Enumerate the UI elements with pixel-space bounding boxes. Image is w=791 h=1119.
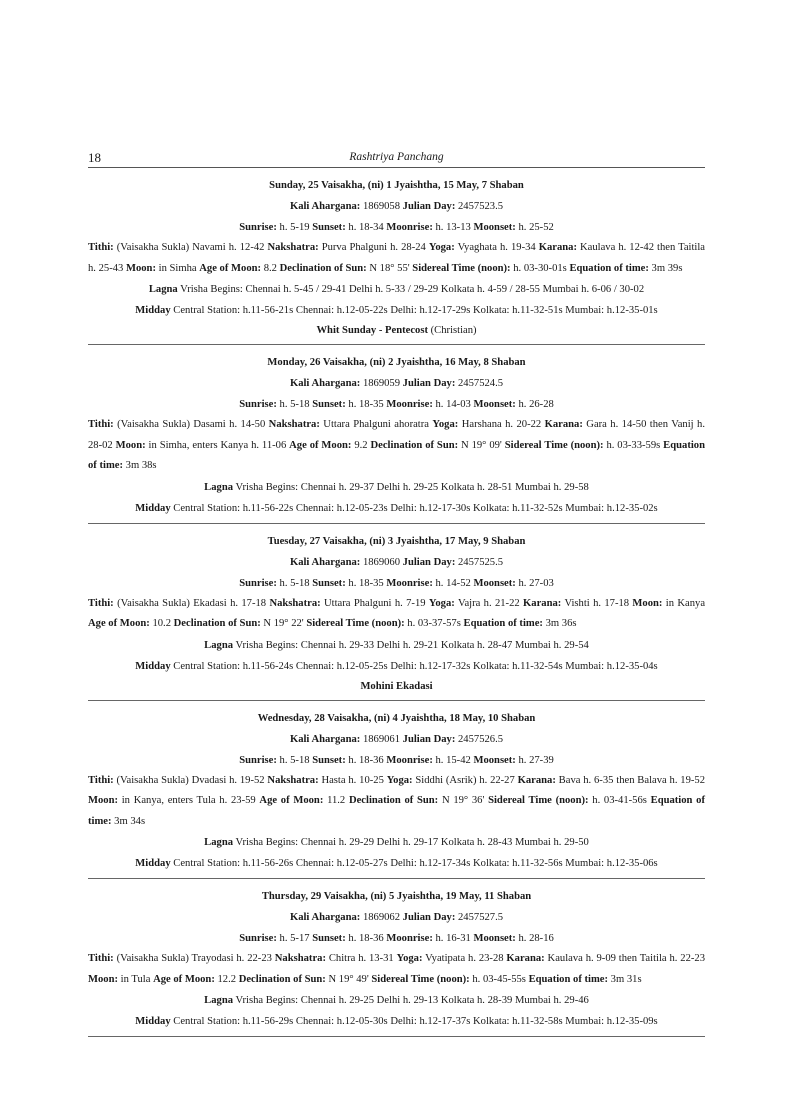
midday-value: Central Station: h.11-56-26s Chennai: h.12-05-27s Delhi: h.12-17-34s Kolkata: h.11-32-56s Mumbai: h.12-35-06s (170, 858, 658, 869)
midday-line (88, 498, 705, 519)
tithi-paragraph (88, 949, 705, 990)
yoga-label: Yoga: (432, 419, 459, 430)
rise-set-line (88, 928, 705, 949)
yoga-value: Harshana h. 20-22 (458, 419, 545, 430)
declination-label: Declination of Sun: (348, 795, 439, 806)
sunrise-label: Sunrise: (239, 933, 277, 944)
day-heading-text: Tuesday, 27 Vaisakha, (ni) 3 Jyaishtha, 17 May, 9 Shaban (267, 535, 526, 547)
julian-day-value: 2457523.5 (455, 201, 504, 212)
moonset-label: Moonset: (473, 222, 516, 233)
tithi-paragraph (88, 594, 705, 635)
moon-label: Moon: (632, 597, 663, 609)
equation-of-time-label: Equation of time: (88, 439, 705, 471)
lagna-label: Lagna (148, 284, 178, 295)
kali-ahargana-value: 1869062 (360, 912, 403, 923)
running-title: Rashtriya Panchang (349, 151, 444, 163)
rise-set-line (88, 750, 705, 771)
sunset-value: h. 18-35 (345, 399, 387, 410)
age-of-moon-label: Age of Moon: (199, 262, 262, 274)
day-heading-text: Sunday, 25 Vaisakha, (ni) 1 Jyaishtha, 15 May, 7 Shaban (269, 180, 524, 191)
moonset-label: Moonset: (473, 577, 516, 589)
moonrise-value: h. 14-52 (432, 577, 474, 589)
age-of-moon-value: 12.2 (214, 973, 239, 985)
karana-label: Karana: (517, 774, 556, 786)
yoga-value: Vyaghata h. 19-34 (454, 242, 539, 253)
day-heading (88, 175, 705, 196)
age-of-moon-label: Age of Moon: (289, 439, 352, 451)
midday-value: Central Station: h.11-56-21s Chennai: h.12-05-22s Delhi: h.12-17-29s Kolkata: h.11-32-51s Mumbai: h.12-35-01s (170, 305, 658, 316)
lagna-line (88, 832, 705, 853)
julian-day-label: Julian Day: (402, 733, 456, 745)
midday-label: Midday (135, 660, 171, 672)
kali-ahargana-label: Kali Ahargana: (289, 378, 361, 389)
tithi-paragraph (88, 415, 705, 477)
declination-value: N 19° 22' (260, 618, 307, 629)
midday-line (88, 853, 705, 874)
yoga-label: Yoga: (428, 597, 455, 609)
moonrise-value: h. 16-31 (432, 933, 474, 944)
festival-line (88, 322, 705, 340)
age-of-moon-value: 9.2 (351, 439, 371, 451)
moonset-label: Moonset: (473, 399, 516, 410)
moon-label: Moon: (88, 973, 119, 985)
kali-ahargana-label: Kali Ahargana: (289, 912, 361, 923)
age-of-moon-value: 8.2 (261, 262, 280, 274)
festival-line (88, 678, 705, 696)
sidereal-time-label: Sidereal Time (noon): (412, 262, 511, 274)
midday-line (88, 656, 705, 677)
declination-value: N 18° 55' (366, 262, 413, 274)
day-heading (88, 352, 705, 373)
declination-label: Declination of Sun: (238, 973, 326, 985)
nakshatra-value: Hasta h. 10-25 (318, 774, 387, 786)
sidereal-time-value: h. 03-45-55s (469, 973, 529, 985)
midday-line (88, 300, 705, 321)
nakshatra-value: Uttara Phalguni ahoratra (319, 419, 433, 430)
moonrise-label: Moonrise: (386, 933, 433, 944)
tithi-paragraph (88, 238, 705, 279)
karana-value: Gara h. 14-50 then Vanij h. 28-02 (88, 419, 705, 451)
sunrise-value: h. 5-18 (276, 577, 313, 589)
sunset-label: Sunset: (312, 577, 346, 589)
sunset-label: Sunset: (312, 933, 346, 944)
festival-name: Whit Sunday - Pentecost (316, 325, 428, 336)
day-entry (88, 701, 705, 880)
equation-of-time-value: 3m 39s (648, 262, 683, 274)
sunrise-value: h. 5-18 (276, 399, 313, 410)
moonrise-value: h. 14-03 (432, 399, 474, 410)
sunset-label: Sunset: (312, 754, 346, 766)
yoga-value: Siddhi (Asrik) h. 22-27 (412, 774, 518, 786)
declination-label: Declination of Sun: (370, 439, 459, 451)
kali-ahargana-label: Kali Ahargana: (289, 201, 361, 212)
rise-set-line (88, 217, 705, 238)
declination-value: N 19° 09' (458, 439, 505, 451)
moonrise-value: h. 15-42 (432, 754, 474, 766)
tithi-paragraph (88, 771, 705, 833)
festival-name: Mohini Ekadasi (360, 680, 433, 692)
julian-day-value: 2457527.5 (455, 912, 504, 923)
age-of-moon-label: Age of Moon: (153, 973, 215, 985)
yoga-value: Vajra h. 21-22 (454, 597, 524, 609)
midday-value: Central Station: h.11-56-24s Chennai: h.12-05-25s Delhi: h.12-17-32s Kolkata: h.11-32-54s Mumbai: h.12-35-04s (170, 660, 658, 672)
moon-value: in Kanya, enters Tula h. 23-59 (118, 795, 260, 806)
julian-day-value: 2457526.5 (455, 733, 504, 745)
lagna-value: Vrisha Begins: Chennai h. 29-29 Delhi h. 29-17 Kolkata h. 28-43 Mumbai h. 29-50 (233, 837, 589, 848)
nakshatra-label: Nakshatra: (269, 597, 321, 609)
lagna-line (88, 477, 705, 498)
midday-value: Central Station: h.11-56-29s Chennai: h.12-05-30s Delhi: h.12-17-37s Kolkata: h.11-32-58s Mumbai: h.12-35-09s (170, 1016, 658, 1027)
equation-of-time-value: 3m 31s (608, 973, 642, 985)
ahargana-line (88, 552, 705, 573)
sunrise-value: h. 5-17 (276, 933, 313, 944)
declination-value: N 19° 49' (325, 973, 372, 985)
equation-of-time-label: Equation of time: (528, 973, 609, 985)
yoga-value: Vyatipata h. 23-28 (422, 953, 507, 964)
sunrise-label: Sunrise: (239, 222, 277, 233)
equation-of-time-value: 3m 36s (542, 618, 577, 629)
equation-of-time-value: 3m 38s (123, 460, 157, 471)
tithi-label: Tithi: (88, 597, 114, 609)
karana-value: Kaulava h. 12-42 then Taitila h. 25-43 (88, 242, 705, 274)
day-entries (88, 167, 705, 1037)
sidereal-time-value: h. 03-33-59s (603, 439, 664, 451)
equation-of-time-label: Equation of time: (463, 618, 543, 629)
sidereal-time-value: h. 03-41-56s (588, 795, 651, 806)
age-of-moon-label: Age of Moon: (259, 795, 324, 806)
julian-day-value: 2457524.5 (455, 378, 504, 389)
sunrise-value: h. 5-19 (276, 222, 313, 233)
tithi-value: (Vaisakha Sukla) Ekadasi h. 17-18 (113, 597, 270, 609)
day-heading (88, 886, 705, 907)
karana-value: Kaulava h. 9-09 then Taitila h. 22-23 (544, 953, 705, 964)
day-entry (88, 168, 705, 345)
moonrise-label: Moonrise: (386, 577, 433, 589)
julian-day-value: 2457525.5 (455, 556, 504, 568)
sunrise-label: Sunrise: (239, 754, 277, 766)
sidereal-time-label: Sidereal Time (noon): (488, 795, 589, 806)
julian-day-label: Julian Day: (402, 556, 456, 568)
lagna-value: Vrisha Begins: Chennai h. 5-45 / 29-41 Delhi h. 5-33 / 29-29 Kolkata h. 4-59 / 28-55 Mumbai h. 6-06 / 30-02 (177, 284, 645, 295)
lagna-line (88, 635, 705, 656)
midday-label: Midday (135, 858, 171, 869)
moonset-value: h. 27-39 (515, 754, 554, 766)
moonrise-label: Moonrise: (386, 754, 433, 766)
tithi-value: (Vaisakha Sukla) Dvadasi h. 19-52 (113, 774, 268, 786)
day-heading (88, 531, 705, 552)
lagna-line (88, 990, 705, 1011)
yoga-label: Yoga: (386, 774, 413, 786)
yoga-label: Yoga: (428, 242, 455, 253)
karana-label: Karana: (544, 419, 583, 430)
moon-label: Moon: (115, 439, 146, 451)
day-heading-text: Monday, 26 Vaisakha, (ni) 2 Jyaishtha, 16 May, 8 Shaban (267, 357, 526, 368)
sidereal-time-label: Sidereal Time (noon): (504, 439, 604, 451)
equation-of-time-value: 3m 34s (111, 815, 146, 827)
lagna-label: Lagna (204, 995, 234, 1006)
ahargana-line (88, 729, 705, 750)
day-entry (88, 879, 705, 1037)
nakshatra-label: Nakshatra: (267, 242, 319, 253)
nakshatra-label: Nakshatra: (274, 953, 326, 964)
kali-ahargana-value: 1869058 (360, 201, 403, 212)
moon-label: Moon: (125, 262, 156, 274)
nakshatra-value: Chitra h. 13-31 (326, 953, 397, 964)
moon-value: in Simha, enters Kanya h. 11-06 (145, 439, 290, 451)
midday-label: Midday (135, 305, 171, 316)
karana-label: Karana: (506, 953, 545, 964)
sidereal-time-label: Sidereal Time (noon): (371, 973, 470, 985)
moonset-value: h. 28-16 (515, 933, 554, 944)
sidereal-time-label: Sidereal Time (noon): (306, 618, 405, 629)
ahargana-line (88, 196, 705, 217)
moonset-label: Moonset: (473, 933, 516, 944)
declination-label: Declination of Sun: (173, 618, 261, 629)
moon-value: in Kanya (662, 597, 706, 609)
lagna-label: Lagna (204, 639, 234, 651)
midday-label: Midday (135, 1016, 171, 1027)
age-of-moon-value: 10.2 (149, 618, 174, 629)
moonset-label: Moonset: (473, 754, 516, 766)
julian-day-label: Julian Day: (402, 912, 456, 923)
nakshatra-value: Uttara Phalguni h. 7-19 (320, 597, 429, 609)
kali-ahargana-label: Kali Ahargana: (289, 556, 361, 568)
sunset-label: Sunset: (312, 222, 346, 233)
julian-day-label: Julian Day: (402, 378, 456, 389)
day-heading-text: Thursday, 29 Vaisakha, (ni) 5 Jyaishtha, 19 May, 11 Shaban (261, 891, 532, 902)
tithi-value: (Vaisakha Sukla) Trayodasi h. 22-23 (113, 953, 275, 964)
sidereal-time-value: h. 03-37-57s (404, 618, 464, 629)
tithi-value: (Vaisakha Sukla) Dasami h. 14-50 (113, 419, 269, 430)
page-header (88, 150, 705, 168)
day-heading (88, 708, 705, 729)
lagna-value: Vrisha Begins: Chennai h. 29-33 Delhi h. 29-21 Kolkata h. 28-47 Mumbai h. 29-54 (233, 639, 589, 651)
declination-value: N 19° 36' (438, 795, 489, 806)
day-heading-text: Wednesday, 28 Vaisakha, (ni) 4 Jyaishtha, 18 May, 10 Shaban (257, 712, 536, 724)
rise-set-line (88, 573, 705, 594)
age-of-moon-value: 11.2 (323, 795, 349, 806)
equation-of-time-label: Equation of time: (569, 262, 649, 274)
tithi-label: Tithi: (88, 953, 114, 964)
midday-value: Central Station: h.11-56-22s Chennai: h.12-05-23s Delhi: h.12-17-30s Kolkata: h.11-32-52s Mumbai: h.12-35-02s (170, 502, 658, 514)
moon-label: Moon: (88, 795, 119, 806)
sunset-value: h. 18-35 (345, 577, 387, 589)
moonset-value: h. 27-03 (515, 577, 554, 589)
tithi-label: Tithi: (88, 242, 114, 253)
sunrise-label: Sunrise: (239, 577, 277, 589)
kali-ahargana-value: 1869059 (360, 378, 403, 389)
nakshatra-value: Purva Phalguni h. 28-24 (318, 242, 429, 253)
ahargana-line (88, 907, 705, 928)
day-entry (88, 524, 705, 701)
karana-value: Bava h. 6-35 then Balava h. 19-52 (555, 774, 706, 786)
sunrise-value: h. 5-18 (276, 754, 313, 766)
moonrise-value: h. 13-13 (432, 222, 474, 233)
sunrise-label: Sunrise: (239, 399, 277, 410)
nakshatra-label: Nakshatra: (267, 774, 319, 786)
sidereal-time-value: h. 03-30-01s (510, 262, 570, 274)
moonrise-label: Moonrise: (386, 222, 433, 233)
lagna-line (88, 279, 705, 300)
karana-label: Karana: (538, 242, 577, 253)
moonset-value: h. 26-28 (515, 399, 554, 410)
sunset-value: h. 18-36 (345, 754, 387, 766)
sunset-label: Sunset: (312, 399, 346, 410)
kali-ahargana-value: 1869061 (360, 733, 403, 745)
festival-note: (Christian) (428, 325, 477, 336)
sunset-value: h. 18-36 (345, 933, 387, 944)
tithi-label: Tithi: (88, 774, 114, 786)
moonrise-label: Moonrise: (386, 399, 433, 410)
yoga-label: Yoga: (396, 953, 423, 964)
day-entry (88, 345, 705, 524)
moon-value: in Tula (118, 973, 154, 985)
midday-label: Midday (135, 502, 171, 514)
moon-value: in Simha (155, 262, 200, 274)
sunset-value: h. 18-34 (345, 222, 387, 233)
tithi-label: Tithi: (88, 419, 114, 430)
lagna-label: Lagna (204, 837, 234, 848)
rise-set-line (88, 394, 705, 415)
nakshatra-label: Nakshatra: (268, 419, 320, 430)
ahargana-line (88, 373, 705, 394)
lagna-value: Vrisha Begins: Chennai h. 29-25 Delhi h. 29-13 Kolkata h. 28-39 Mumbai h. 29-46 (233, 995, 589, 1006)
page-number: 18 (88, 150, 101, 165)
tithi-value: (Vaisakha Sukla) Navami h. 12-42 (113, 242, 268, 253)
lagna-label: Lagna (204, 481, 234, 493)
karana-value: Vishti h. 17-18 (561, 597, 633, 609)
age-of-moon-label: Age of Moon: (88, 618, 150, 629)
lagna-value: Vrisha Begins: Chennai h. 29-37 Delhi h. 29-25 Kolkata h. 28-51 Mumbai h. 29-58 (233, 481, 589, 493)
declination-label: Declination of Sun: (279, 262, 367, 274)
kali-ahargana-label: Kali Ahargana: (289, 733, 361, 745)
midday-line (88, 1011, 705, 1032)
kali-ahargana-value: 1869060 (360, 556, 403, 568)
karana-label: Karana: (523, 597, 562, 609)
julian-day-label: Julian Day: (402, 201, 456, 212)
equation-of-time-label: Equation of time: (88, 795, 705, 827)
moonset-value: h. 25-52 (515, 222, 554, 233)
